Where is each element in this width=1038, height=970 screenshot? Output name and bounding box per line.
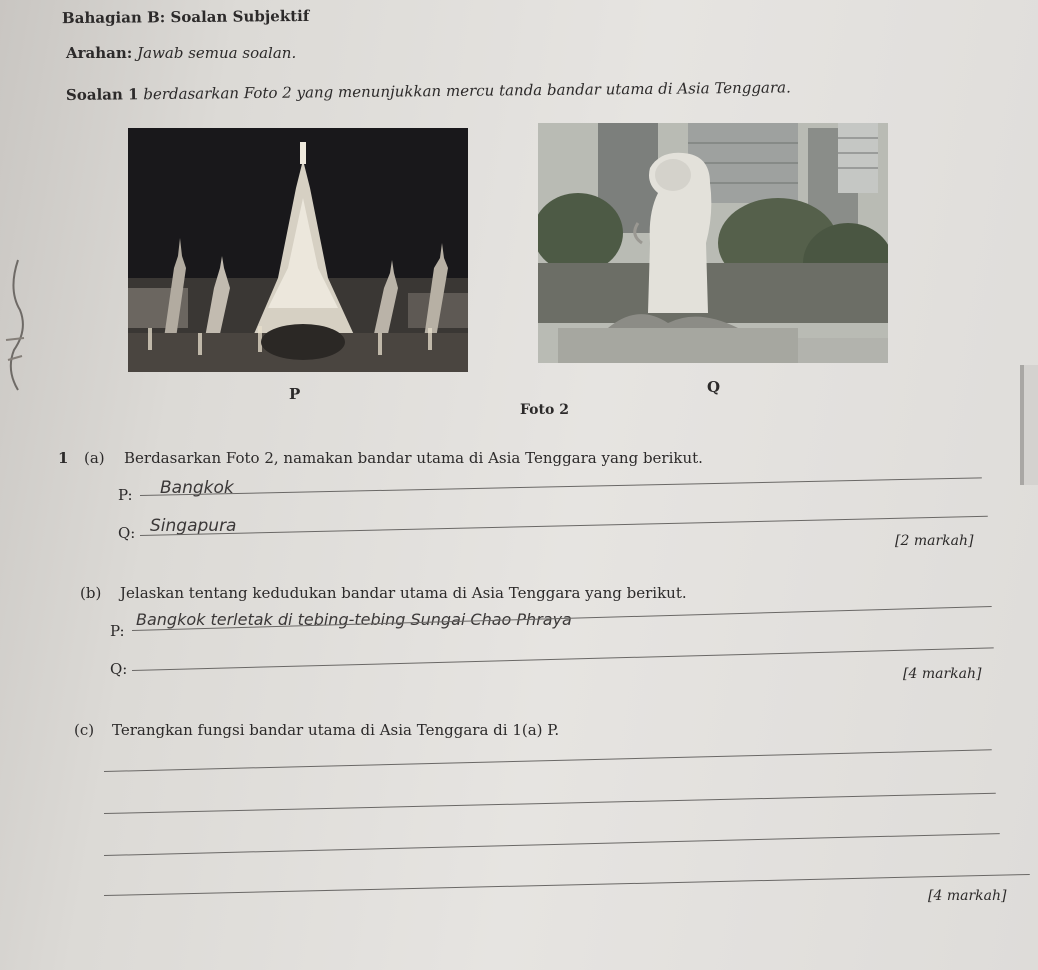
question-intro-label: Soalan 1	[65, 85, 139, 104]
q1a-marks: [2 markah]	[895, 533, 974, 549]
photo-p-temple	[128, 128, 468, 372]
page-edge-tab	[1020, 365, 1038, 485]
instruction	[66, 44, 296, 62]
question-number: 1	[58, 449, 69, 467]
q1c-label: (c)	[74, 721, 95, 739]
q1b-marks: [4 markah]	[903, 666, 982, 682]
photo-q-label: Q	[707, 378, 721, 396]
q1c-text: Terangkan fungsi bandar utama di Asia Tenggara di 1(a) P.	[112, 721, 560, 739]
q1b-p-label: P:	[110, 622, 125, 640]
q1a-q-label: Q:	[118, 524, 136, 542]
question-intro-text: berdasarkan Foto 2 yang menunjukkan mercu tanda bandar utama di Asia Tenggara.	[143, 78, 791, 104]
instruction-label: Arahan:	[66, 44, 133, 62]
section-title: Bahagian B: Soalan Subjektif	[61, 6, 310, 28]
instruction-text: Jawab semua soalan.	[137, 44, 297, 62]
photo-caption: Foto 2	[520, 402, 569, 418]
merlion-illustration	[538, 123, 888, 363]
q1a-q-answer-line	[140, 516, 988, 536]
q1a-q-answer[interactable]: Singapura	[150, 516, 237, 536]
q1a-label: (a)	[84, 449, 105, 467]
q1c-answer-line-2[interactable]	[104, 793, 996, 814]
q1c-answer-line-3[interactable]	[104, 833, 1000, 856]
question-intro	[66, 78, 791, 104]
q1b-q-answer-line	[132, 647, 994, 671]
temple-illustration	[128, 128, 468, 372]
q1b-p-answer[interactable]: Bangkok terletak di tebing-tebing Sungai Chao Phraya	[136, 610, 572, 629]
q1b-label: (b)	[80, 584, 102, 602]
q1c-answer-line-1[interactable]	[104, 749, 992, 772]
q1b-text: Jelaskan tentang kedudukan bandar utama di Asia Tenggara yang berikut.	[120, 584, 687, 602]
q1a-text: Berdasarkan Foto 2, namakan bandar utama di Asia Tenggara yang berikut.	[124, 449, 703, 467]
q1a-p-label: P:	[118, 486, 133, 504]
photo-q-merlion	[538, 123, 888, 363]
photo-p-label: P	[289, 385, 301, 403]
margin-scribble	[0, 250, 34, 430]
q1c-answer-line-4[interactable]	[104, 874, 1030, 896]
q1b-q-label: Q:	[110, 660, 128, 678]
q1c-marks: [4 markah]	[928, 888, 1007, 904]
q1a-p-answer[interactable]: Bangkok	[160, 478, 234, 498]
q1a-p-answer-line	[140, 477, 982, 496]
